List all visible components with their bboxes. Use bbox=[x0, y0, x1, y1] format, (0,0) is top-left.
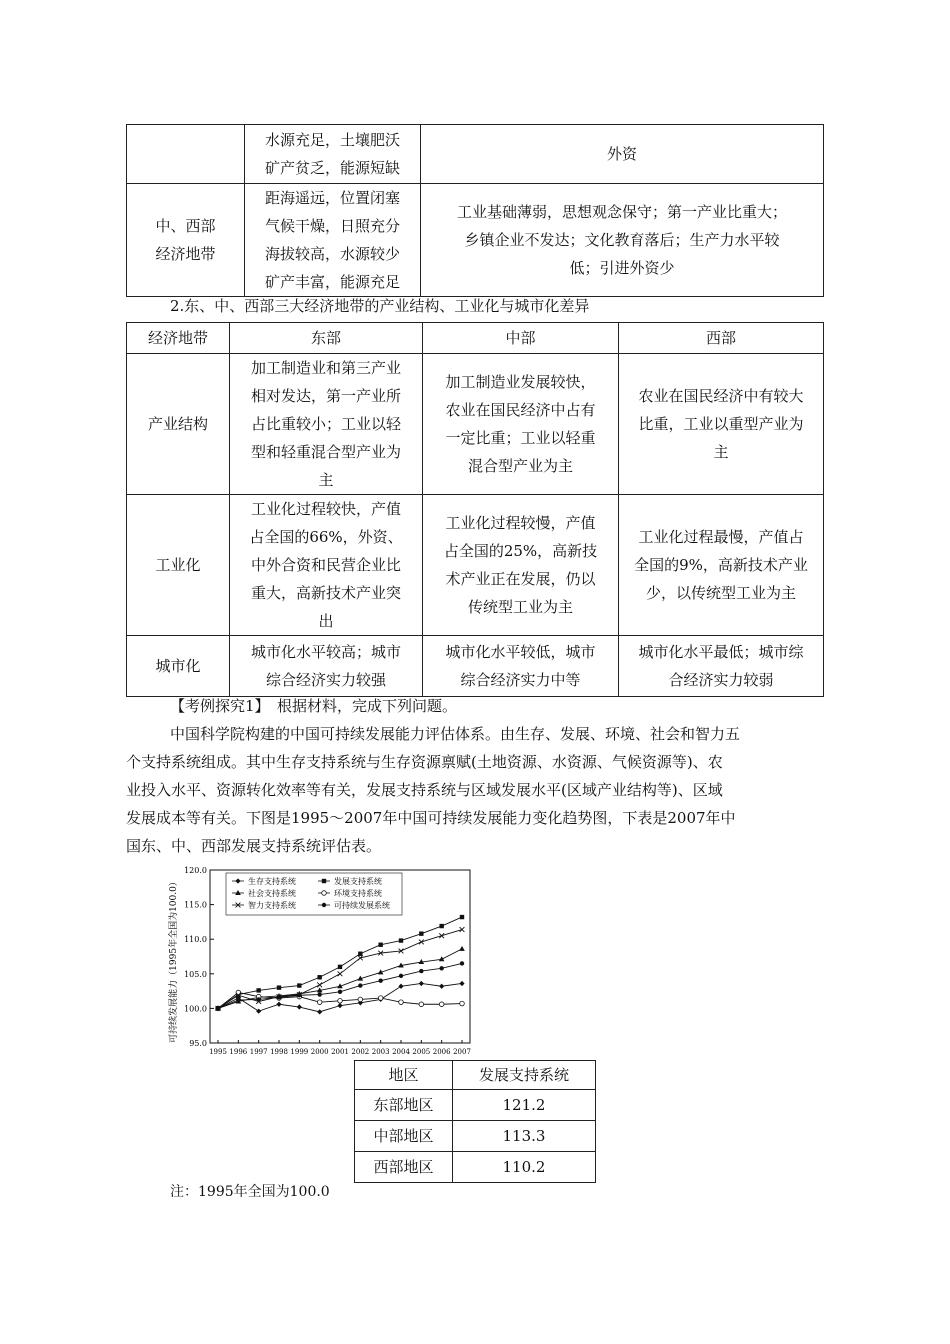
table-row bbox=[127, 354, 824, 495]
table-caption: 2.东、中、西部三大经济地带的产业结构、工业化与城市化差异 bbox=[170, 297, 590, 315]
text-line: 一定比重；工业以轻重 bbox=[445, 429, 596, 447]
text-line: 加工制造业发展较快， bbox=[445, 373, 596, 391]
west-cell bbox=[619, 636, 824, 697]
data-point bbox=[399, 938, 403, 942]
data-point bbox=[338, 971, 343, 976]
column-header: 发展支持系统 bbox=[453, 1061, 596, 1090]
east-cell bbox=[230, 354, 423, 495]
data-point bbox=[439, 966, 443, 970]
data-point bbox=[317, 992, 321, 996]
row-label: 城市化 bbox=[127, 636, 230, 697]
paragraph-line: 中国科学院构建的中国可持续发展能力评估体系。由生存、发展、环境、社会和智力五 bbox=[170, 725, 741, 743]
text-line: 中外合资和民营企业比 bbox=[250, 556, 401, 574]
text-line: 经济地带 bbox=[155, 245, 216, 263]
east-cell bbox=[230, 636, 423, 697]
legend-label: 环境支持系统 bbox=[334, 889, 382, 898]
column-header: 地区 bbox=[355, 1061, 453, 1090]
text-line: 乡镇企业不发达；文化教育落后；生产力水平较 bbox=[464, 231, 780, 249]
series-layer bbox=[215, 915, 465, 1015]
legend-label: 生存支持系统 bbox=[248, 877, 296, 886]
data-point bbox=[378, 996, 383, 1001]
data-point bbox=[419, 931, 423, 935]
value-cell: 121.2 bbox=[453, 1090, 596, 1121]
data-point bbox=[439, 1002, 444, 1007]
y-tick-label: 115.0 bbox=[184, 900, 207, 910]
text-line: 出 bbox=[318, 612, 334, 630]
text-line: 城市化水平最低；城市综 bbox=[638, 643, 804, 661]
data-point bbox=[322, 903, 326, 907]
legend-label: 社会支持系统 bbox=[248, 889, 296, 898]
example-paragraph bbox=[126, 720, 824, 860]
y-tick-label: 105.0 bbox=[184, 969, 207, 979]
text-line: 占比重较小；工业以轻 bbox=[250, 415, 401, 433]
text-line: 气候干燥，日照充分 bbox=[264, 217, 400, 235]
west-cell bbox=[619, 495, 824, 636]
data-point bbox=[419, 940, 424, 945]
x-tick-label: 1999 bbox=[290, 1048, 309, 1056]
data-point bbox=[439, 924, 443, 928]
text-line: 水源充足，土壤肥沃 bbox=[264, 131, 400, 149]
text-line: 全国的9%，高新技术产业 bbox=[634, 556, 808, 574]
region-cell bbox=[127, 125, 245, 184]
y-tick-label: 95.0 bbox=[189, 1039, 207, 1048]
value-cell: 113.3 bbox=[453, 1121, 596, 1152]
paragraph-line: 个支持系统组成。其中生存支持系统与生存资源禀赋(土地资源、水资源、气候资源等)、农 bbox=[126, 753, 723, 771]
data-point bbox=[460, 927, 465, 932]
data-point bbox=[460, 915, 464, 919]
data-point bbox=[297, 1004, 302, 1009]
x-tick-label: 1995 bbox=[209, 1048, 227, 1056]
data-point bbox=[358, 952, 362, 956]
text-line: 综合经济实力较强 bbox=[265, 671, 386, 689]
table-region-conditions bbox=[126, 124, 824, 297]
table-row bbox=[127, 495, 824, 636]
region-cell: 西部地区 bbox=[355, 1152, 453, 1183]
series-line bbox=[218, 917, 462, 1008]
y-tick-label: 110.0 bbox=[184, 935, 207, 945]
social-cell bbox=[421, 184, 824, 297]
region-cell: 中部地区 bbox=[355, 1121, 453, 1152]
data-point bbox=[358, 983, 362, 987]
data-point bbox=[378, 979, 382, 983]
sustainability-line-chart bbox=[162, 862, 512, 1062]
central-cell bbox=[423, 354, 619, 495]
data-point bbox=[322, 879, 326, 883]
x-tick-label: 1996 bbox=[229, 1048, 248, 1056]
text-line: 占全国的25%，高新技 bbox=[443, 542, 598, 560]
text-line: 少，以传统型工业为主 bbox=[645, 584, 796, 602]
table-row bbox=[127, 184, 824, 297]
data-point bbox=[459, 946, 465, 951]
data-point bbox=[338, 965, 342, 969]
data-point bbox=[317, 1000, 322, 1005]
x-tick-label: 2006 bbox=[432, 1048, 451, 1056]
data-point bbox=[399, 1000, 404, 1005]
legend-label: 可持续发展系统 bbox=[334, 901, 390, 910]
y-tick-label: 100.0 bbox=[184, 1004, 207, 1014]
data-point bbox=[236, 998, 240, 1002]
text-line: 合经济实力较弱 bbox=[668, 671, 774, 689]
table-row bbox=[127, 636, 824, 697]
x-tick-label: 2000 bbox=[310, 1048, 329, 1056]
row-label: 工业化 bbox=[127, 495, 230, 636]
data-point bbox=[398, 984, 403, 989]
x-tick-label: 1998 bbox=[270, 1048, 288, 1056]
data-point bbox=[277, 995, 281, 999]
text-line: 矿产丰富，能源充足 bbox=[264, 273, 400, 291]
text-line: 矿产贫乏，能源短缺 bbox=[264, 159, 400, 177]
data-point bbox=[337, 1003, 342, 1008]
x-tick-label: 2004 bbox=[392, 1048, 410, 1056]
text-line: 低；引进外资少 bbox=[569, 259, 675, 277]
data-point bbox=[256, 988, 260, 992]
data-point bbox=[419, 969, 423, 973]
data-point bbox=[419, 1002, 424, 1007]
text-line: 农业在国民经济中占有 bbox=[445, 401, 596, 419]
text-line: 主 bbox=[318, 471, 334, 489]
data-point bbox=[256, 1009, 261, 1014]
text-line: 工业化过程最慢，产值占 bbox=[638, 528, 804, 546]
east-cell bbox=[230, 495, 423, 636]
paragraph-line: 国东、中、西部发展支持系统评估表。 bbox=[126, 837, 382, 855]
data-point bbox=[338, 990, 342, 994]
table-row bbox=[355, 1121, 596, 1152]
data-point bbox=[399, 974, 403, 978]
text-line: 主 bbox=[713, 443, 729, 461]
y-axis-label: 可持续发展能力（1995年全国为100.0） bbox=[169, 877, 179, 1043]
data-point bbox=[322, 891, 327, 896]
data-point bbox=[439, 933, 444, 938]
text-line: 中、西部 bbox=[155, 217, 216, 235]
text-line: 海拔较高，水源较少 bbox=[264, 245, 400, 263]
text-line: 型和轻重混合型产业为 bbox=[250, 443, 401, 461]
table-row bbox=[355, 1090, 596, 1121]
data-point bbox=[460, 1001, 465, 1006]
text-line: 传统型工业为主 bbox=[467, 598, 573, 616]
data-point bbox=[439, 984, 444, 989]
text-line: 比重，工业以重型产业为 bbox=[638, 415, 804, 433]
footnote: 注：1995年全国为100.0 bbox=[170, 1184, 330, 1200]
legend bbox=[226, 873, 402, 915]
social-cell: 外资 bbox=[421, 125, 824, 184]
x-tick-label: 2001 bbox=[331, 1048, 349, 1056]
legend-label: 智力支持系统 bbox=[248, 901, 296, 910]
data-point bbox=[297, 993, 301, 997]
table-row bbox=[355, 1152, 596, 1183]
y-tick-label: 120.0 bbox=[184, 866, 207, 875]
text-line: 重大，高新技术产业突 bbox=[250, 584, 401, 602]
text-line: 综合经济实力中等 bbox=[460, 671, 581, 689]
data-point bbox=[317, 1009, 322, 1014]
series-square bbox=[216, 915, 464, 1011]
row-label: 产业结构 bbox=[127, 354, 230, 495]
text-line: 混合型产业为主 bbox=[467, 457, 573, 475]
x-tick-label: 2002 bbox=[351, 1048, 370, 1056]
text-line: 加工制造业和第三产业 bbox=[250, 359, 401, 377]
west-cell bbox=[619, 354, 824, 495]
column-header: 西部 bbox=[619, 323, 824, 354]
text-line: 距海遥远，位置闭塞 bbox=[264, 189, 400, 207]
text-line: 城市化水平较低，城市 bbox=[445, 643, 596, 661]
column-header: 经济地带 bbox=[127, 323, 230, 354]
example-heading: 【考例探究1】 根据材料，完成下列问题。 bbox=[170, 697, 458, 715]
central-cell bbox=[423, 636, 619, 697]
text-line: 占全国的66%，外资、 bbox=[249, 528, 403, 546]
text-line: 术产业正在发展，仍以 bbox=[445, 570, 596, 588]
data-point bbox=[459, 981, 464, 986]
data-point bbox=[358, 997, 363, 1002]
data-point bbox=[276, 1002, 281, 1007]
data-point bbox=[216, 1006, 220, 1010]
region-cell: 东部地区 bbox=[355, 1090, 453, 1121]
natural-cell bbox=[245, 184, 421, 297]
natural-cell bbox=[245, 125, 421, 184]
table-row bbox=[127, 125, 824, 184]
data-point bbox=[378, 943, 382, 947]
table-economic-zones bbox=[126, 322, 824, 697]
text-line: 工业基础薄弱，思想观念保守；第一产业比重大； bbox=[456, 203, 787, 221]
value-cell: 110.2 bbox=[453, 1152, 596, 1183]
x-tick-label: 2007 bbox=[453, 1048, 471, 1056]
data-point bbox=[338, 998, 343, 1003]
central-cell bbox=[423, 495, 619, 636]
column-header: 中部 bbox=[423, 323, 619, 354]
data-point bbox=[256, 997, 260, 1001]
data-point bbox=[297, 983, 301, 987]
legend-label: 发展支持系统 bbox=[334, 877, 382, 886]
table-header-row bbox=[355, 1061, 596, 1090]
text-line: 相对发达，第一产业所 bbox=[250, 387, 401, 405]
x-tick-label: 2003 bbox=[371, 1048, 390, 1056]
paragraph-line: 业投入水平、资源转化效率等有关，发展支持系统与区域发展水平(区域产业结构等)、区域 bbox=[126, 781, 723, 799]
column-header: 东部 bbox=[230, 323, 423, 354]
x-ticks bbox=[209, 1040, 471, 1056]
paragraph-line: 发展成本等有关。下图是1995～2007年中国可持续发展能力变化趋势图，下表是2007年中 bbox=[126, 809, 736, 827]
data-point bbox=[419, 981, 424, 986]
text-line: 工业化过程较慢，产值 bbox=[445, 514, 596, 532]
text-line: 农业在国民经济中有较大 bbox=[638, 387, 804, 405]
data-point bbox=[460, 961, 464, 965]
data-point bbox=[317, 982, 322, 987]
table-header-row bbox=[127, 323, 824, 354]
data-point bbox=[317, 975, 321, 979]
x-tick-label: 1997 bbox=[249, 1048, 268, 1056]
table-development-support bbox=[354, 1060, 596, 1183]
region-cell bbox=[127, 184, 245, 297]
text-line: 城市化水平较高；城市 bbox=[250, 643, 401, 661]
text-line: 工业化过程较快，产值 bbox=[250, 500, 401, 518]
data-point bbox=[277, 985, 281, 989]
x-tick-label: 2005 bbox=[412, 1048, 431, 1056]
